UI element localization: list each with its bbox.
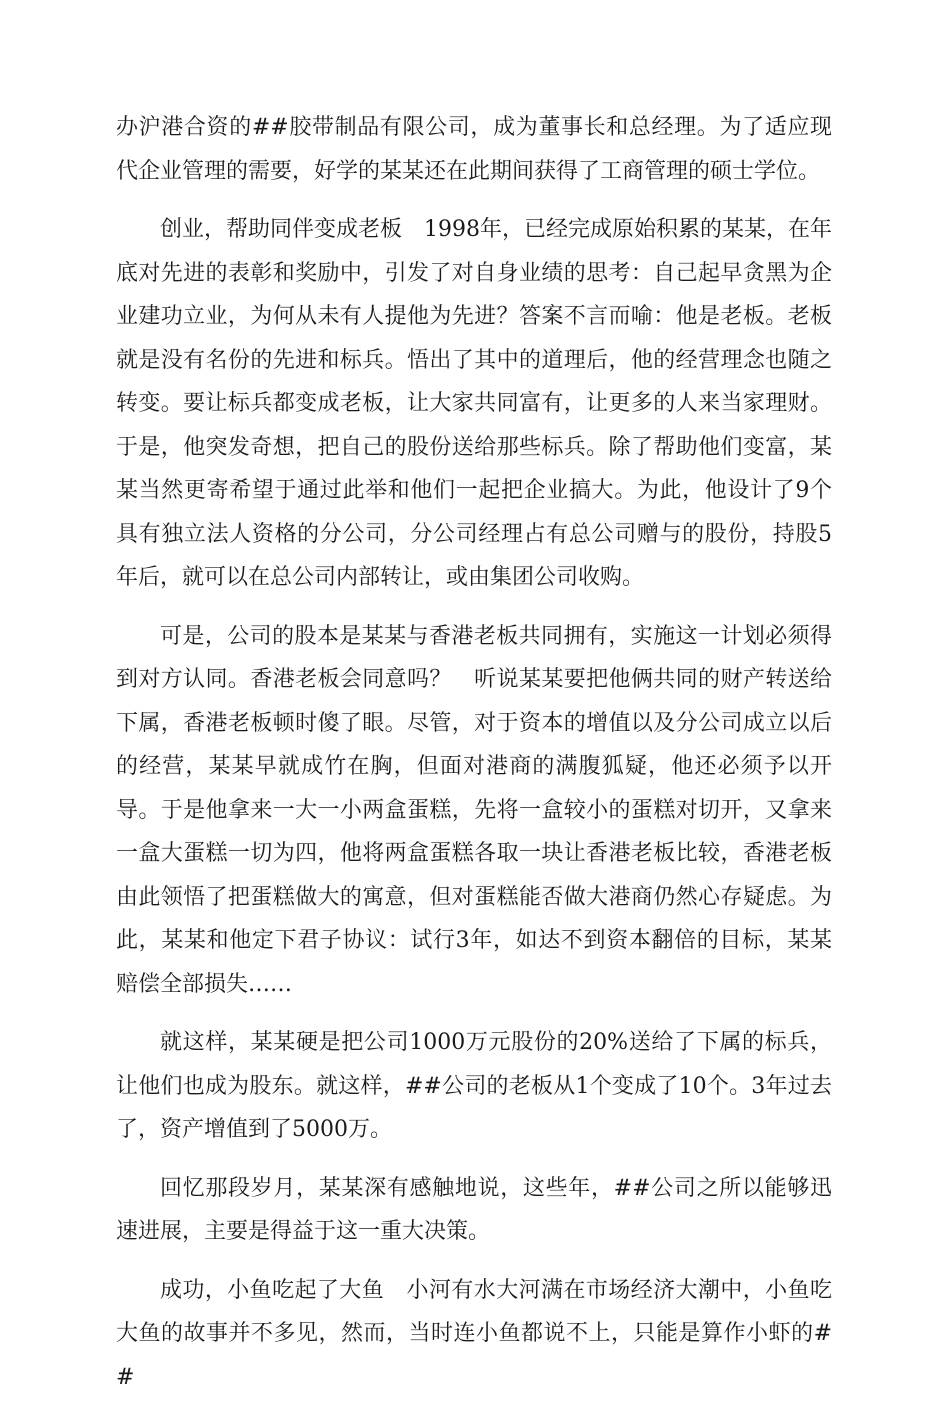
paragraph-5: 回忆那段岁月，某某深有感触地说，这些年，##公司之所以能够迅速进展，主要是得益于这一重大决策。 [116,1175,832,1244]
paragraph-4: 就这样，某某硬是把公司1000万元股份的20%送给了下属的标兵，让他们也成为股东。就这样，##公司的老板从1个变成了10个。3年过去了，资产增值到了5000万。 [116,1030,832,1142]
paragraph-3: 可是，公司的股本是某某与香港老板共同拥有，实施这一计划必须得到对方认同。香港老板会同意吗？ 听说某某要把他俩共同的财产转送给下属，香港老板顿时傻了眼。尽管，对于资本的增值以及分公司成立以后的经营，某某早就成竹在胸，但面对港商的满腹狐疑，他还必须予以开导。于是他拿来一大一小两盒蛋糕，先将一盒较小的蛋糕对切开，又拿来一盒大蛋糕一切为四，他将两盒蛋糕各取一块让香港老板比较，香港老板由此领悟了把蛋糕做大的寓意，但对蛋糕能否做大港商仍然心存疑虑。为此，某某和他定下君子协议：试行3年，如达不到资本翻倍的目标，某某赔偿全部损失…… [116,623,832,997]
document-body [116,106,832,1414]
paragraph-1: 办沪港合资的##胶带制品有限公司，成为董事长和总经理。为了适应现代企业管理的需要，好学的某某还在此期间获得了工商管理的硕士学位。 [116,115,832,184]
paragraph-2: 创业，帮助同伴变成老板 1998年，已经完成原始积累的某某，在年底对先进的表彰和奖励中，引发了对自身业绩的思考：自己起早贪黑为企业建功立业，为何从未有人提他为先进？答案不言而喻：他是老板。老板就是没有名份的先进和标兵。悟出了其中的道理后，他的经营理念也随之转变。要让标兵都变成老板，让大家共同富有，让更多的人来当家理财。于是，他突发奇想，把自己的股份送给那些标兵。除了帮助他们变富，某某当然更寄希望于通过此举和他们一起把企业搞大。为此，他设计了9个具有独立法人资格的分公司，分公司经理占有总公司赠与的股份，持股5年后，就可以在总公司内部转让，或由集团公司收购。 [116,217,832,590]
paragraph-6: 成功，小鱼吃起了大鱼 小河有水大河满在市场经济大潮中，小鱼吃大鱼的故事并不多见，然而，当时连小鱼都说不上，只能是算作小虾的## [116,1277,832,1390]
